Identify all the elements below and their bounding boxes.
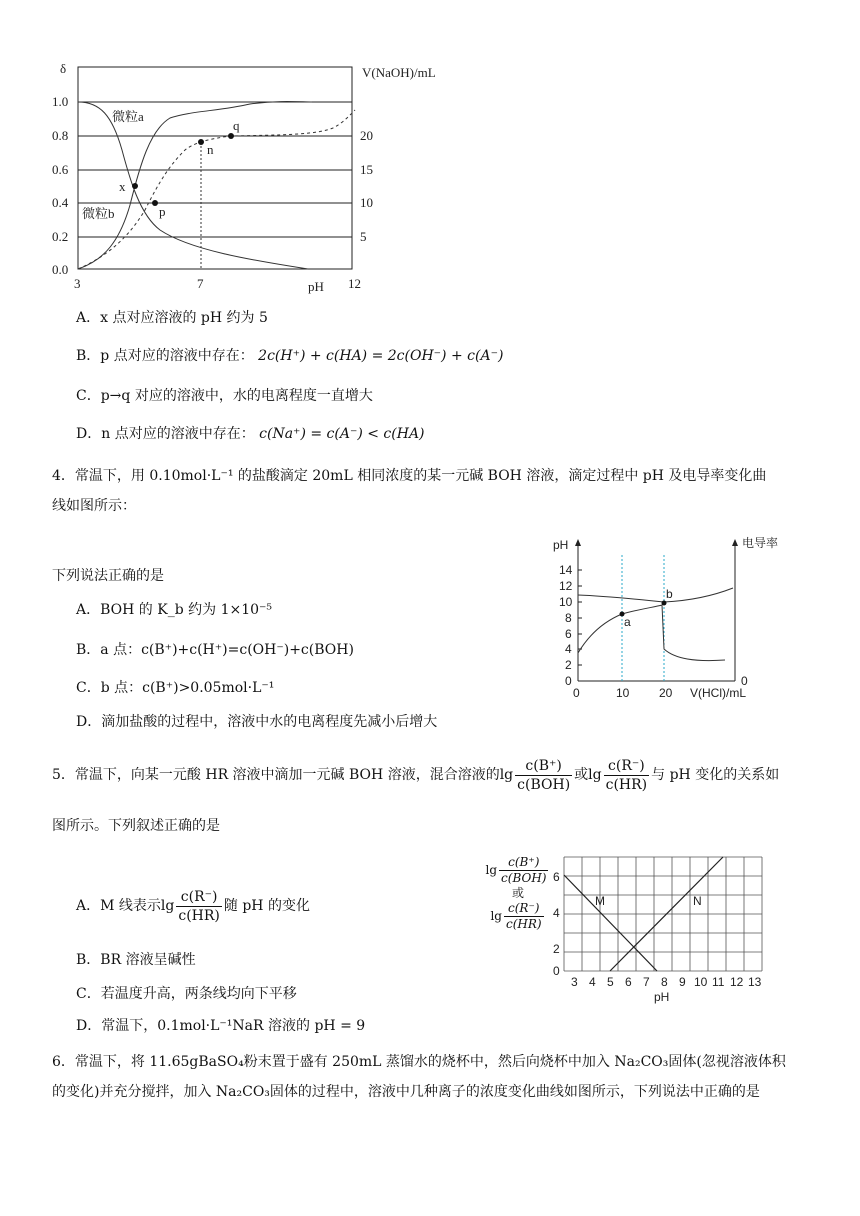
figure-lg-ratio-vs-ph <box>483 855 763 1005</box>
q5-stem-line2: 图所示。下列叙述正确的是 <box>52 818 220 834</box>
fig3-xtick: 3 <box>571 975 578 989</box>
fig3-xlabel: pH <box>654 990 670 1004</box>
q3-option-b <box>76 346 503 366</box>
conductivity-curve-after <box>664 588 733 602</box>
q5-lg2: lg <box>588 767 602 783</box>
fig2-ylabel-left: pH <box>553 538 569 552</box>
fig1-xtick: 12 <box>348 276 361 291</box>
q5-stem-line1 <box>52 750 779 800</box>
q3-option-c: C．p→q 对应的溶液中，水的电离程度一直增大 <box>76 388 373 404</box>
label-line-N: N <box>693 894 702 908</box>
fig1-xtick: 3 <box>74 276 81 291</box>
fig3-xtick: 8 <box>661 975 668 989</box>
figure-titration-conductivity <box>545 535 800 705</box>
fig3-ytick: 4 <box>553 906 560 920</box>
q5-option-b: B．BR 溶液呈碱性 <box>76 952 196 968</box>
q4-option-a: A．BOH 的 K_b 约为 1×10⁻⁵ <box>76 602 273 618</box>
fig2-yticks <box>578 570 582 665</box>
fig3-ytick: 6 <box>553 870 560 884</box>
q5-option-a-pre: A．M 线表示 <box>76 898 161 914</box>
q3-option-b-equation: 2c(H⁺) + c(HA) = 2c(OH⁻) + c(A⁻) <box>258 348 504 364</box>
q5-option-a-num: c(R⁻) <box>176 888 222 907</box>
label-n: n <box>207 142 214 157</box>
q5-option-a-fraction <box>176 888 222 925</box>
ph-curve <box>578 605 725 661</box>
q5-stem-post: 与 pH 变化的关系如 <box>651 767 780 783</box>
conductivity-curve-before <box>578 595 664 602</box>
fig3-xtick: 4 <box>589 975 596 989</box>
fig3-xtick: 6 <box>625 975 632 989</box>
fig3-grid <box>564 857 762 971</box>
fig3-xtick: 5 <box>607 975 614 989</box>
fig2-ytick: 4 <box>565 642 572 656</box>
q5-option-a-post: 随 pH 的变化 <box>223 898 310 914</box>
q3-option-d-equation: c(Na⁺) = c(A⁻) < c(HA) <box>259 426 425 442</box>
fig1-xtick: 7 <box>197 276 204 291</box>
fig2-ytick: 0 <box>565 674 572 688</box>
q3-option-a: A．x 点对应溶液的 pH 约为 5 <box>76 310 268 326</box>
fig3-ylab-num2: c(R⁻) <box>504 901 544 917</box>
fig2-ytick: 14 <box>559 563 573 577</box>
fig3-xtick: 10 <box>694 975 708 989</box>
q5-stem-pre: 5．常温下，向某一元酸 HR 溶液中滴加一元碱 BOH 溶液，混合溶液的 <box>52 767 500 783</box>
label-point-b: b <box>666 587 673 601</box>
fig3-xtick: 7 <box>643 975 650 989</box>
point-x <box>132 183 138 189</box>
fig3-xtick: 12 <box>730 975 744 989</box>
fig1-ytick: 1.0 <box>52 94 69 109</box>
q5-option-a <box>76 884 310 928</box>
fig3-ylab-or: 或 <box>511 886 524 900</box>
fig2-xlabel: V(HCl)/mL <box>690 686 746 700</box>
fig1-ytick-right: 10 <box>360 195 373 210</box>
fig1-xlabel: pH <box>308 279 324 294</box>
fig1-ytick: 0.2 <box>52 229 69 244</box>
fig3-ytick: 2 <box>553 942 560 956</box>
fig2-ytick: 2 <box>565 658 572 672</box>
q4-option-c: C．b 点：c(B⁺)>0.05mol·L⁻¹ <box>76 680 275 696</box>
fig1-ytick: 0.6 <box>52 162 69 177</box>
label-species-b: 微粒b <box>82 206 115 221</box>
figure-distribution-curve <box>50 55 470 300</box>
fig3-xtick: 13 <box>748 975 762 989</box>
fig3-plot <box>545 855 763 1005</box>
fig3-xtick: 9 <box>679 975 686 989</box>
fig1-ytick: 0.8 <box>52 128 69 143</box>
fig3-ylab-lg2: lg <box>490 909 502 923</box>
fig1-ytick: 0.4 <box>52 195 69 210</box>
q5-option-d: D．常温下，0.1mol·L⁻¹NaR 溶液的 pH = 9 <box>76 1018 366 1034</box>
fig3-xtick: 11 <box>712 975 725 989</box>
q6-line1: 6．常温下，将 11.65gBaSO₄粉末置于盛有 250mL 蒸馏水的烧杯中，然后向烧杯中加入 Na₂CO₃固体(忽视溶液体积 <box>52 1054 786 1070</box>
label-x: x <box>119 179 126 194</box>
q5-or: 或 <box>574 767 589 783</box>
q3-option-d-prefix: D．n 点对应的溶液中存在： <box>76 426 255 442</box>
line-M <box>564 875 657 971</box>
q5-fraction-b <box>515 757 572 794</box>
point-b <box>662 601 667 606</box>
q5-fraction-r <box>604 757 650 794</box>
q5-fraction-b-num: c(B⁺) <box>515 757 572 776</box>
fig2-right-zero: 0 <box>741 674 748 688</box>
fig2-xtick: 10 <box>616 686 630 700</box>
q5-fraction-r-num: c(R⁻) <box>604 757 650 776</box>
q5-lg: lg <box>499 767 514 783</box>
fig2-ytick: 10 <box>559 595 573 609</box>
fig2-ylabel-right: 电导率 <box>742 536 779 550</box>
q5-option-a-den: c(HR) <box>178 907 220 924</box>
fig2-ytick: 6 <box>565 627 572 641</box>
q6-line2: 的变化)并充分搅拌，加入 Na₂CO₃固体的过程中，溶液中几种离子的浓度变化曲线如图所示，下列说法中正确的是 <box>52 1084 760 1100</box>
fig2-xtick: 0 <box>573 686 580 700</box>
fig2-ytick: 12 <box>559 579 573 593</box>
point-q <box>228 133 234 139</box>
q4-option-d: D．滴加盐酸的过程中，溶液中水的电离程度先减小后增大 <box>76 714 438 730</box>
q5-option-c: C．若温度升高，两条线均向下平移 <box>76 986 297 1002</box>
label-p: p <box>159 204 166 219</box>
fig3-ytick: 0 <box>553 964 560 978</box>
q4-stem-line2: 线如图所示： <box>52 498 136 514</box>
label-point-a: a <box>624 615 631 629</box>
label-species-a: 微粒a <box>112 109 144 124</box>
q4-ask: 下列说法正确的是 <box>52 568 164 584</box>
point-n <box>198 139 204 145</box>
fig3-ylab-num1: c(B⁺) <box>499 855 548 871</box>
fig1-ytick-right: 20 <box>360 128 373 143</box>
fig1-ytick-right: 15 <box>360 162 373 177</box>
q4-stem-line1: 4．常温下，用 0.10mol·L⁻¹ 的盐酸滴定 20mL 相同浓度的某一元碱 BOH 溶液，滴定过程中 pH 及电导率变化曲 <box>52 468 767 484</box>
point-p <box>152 200 158 206</box>
fig2-ytick: 8 <box>565 611 572 625</box>
q5-option-a-lg: lg <box>160 898 175 914</box>
fig1-ytick-right: 5 <box>360 229 367 244</box>
fig3-ylabel <box>483 855 553 932</box>
fig2-xtick: 20 <box>659 686 673 700</box>
fig3-ylab-lg1: lg <box>485 863 498 877</box>
q4-option-b: B．a 点：c(B⁺)+c(H⁺)=c(OH⁻)+c(BOH) <box>76 642 354 658</box>
fig1-ytick: 0.0 <box>52 262 69 277</box>
fig1-ylabel-left: δ <box>60 61 67 76</box>
q3-option-b-prefix: B．p 点对应的溶液中存在： <box>76 348 254 364</box>
fig3-ylab-den2: c(HR) <box>505 917 542 931</box>
q5-fraction-r-den: c(HR) <box>605 776 648 793</box>
q3-option-d <box>76 424 425 444</box>
label-line-M: M <box>595 894 605 908</box>
fig3-ylab-den1: c(BOH) <box>501 871 547 885</box>
label-q: q <box>233 118 240 133</box>
q5-fraction-b-den: c(BOH) <box>517 776 571 793</box>
fig1-ylabel-right: V(NaOH)/mL <box>362 65 436 80</box>
fig3-xticks <box>571 975 762 989</box>
